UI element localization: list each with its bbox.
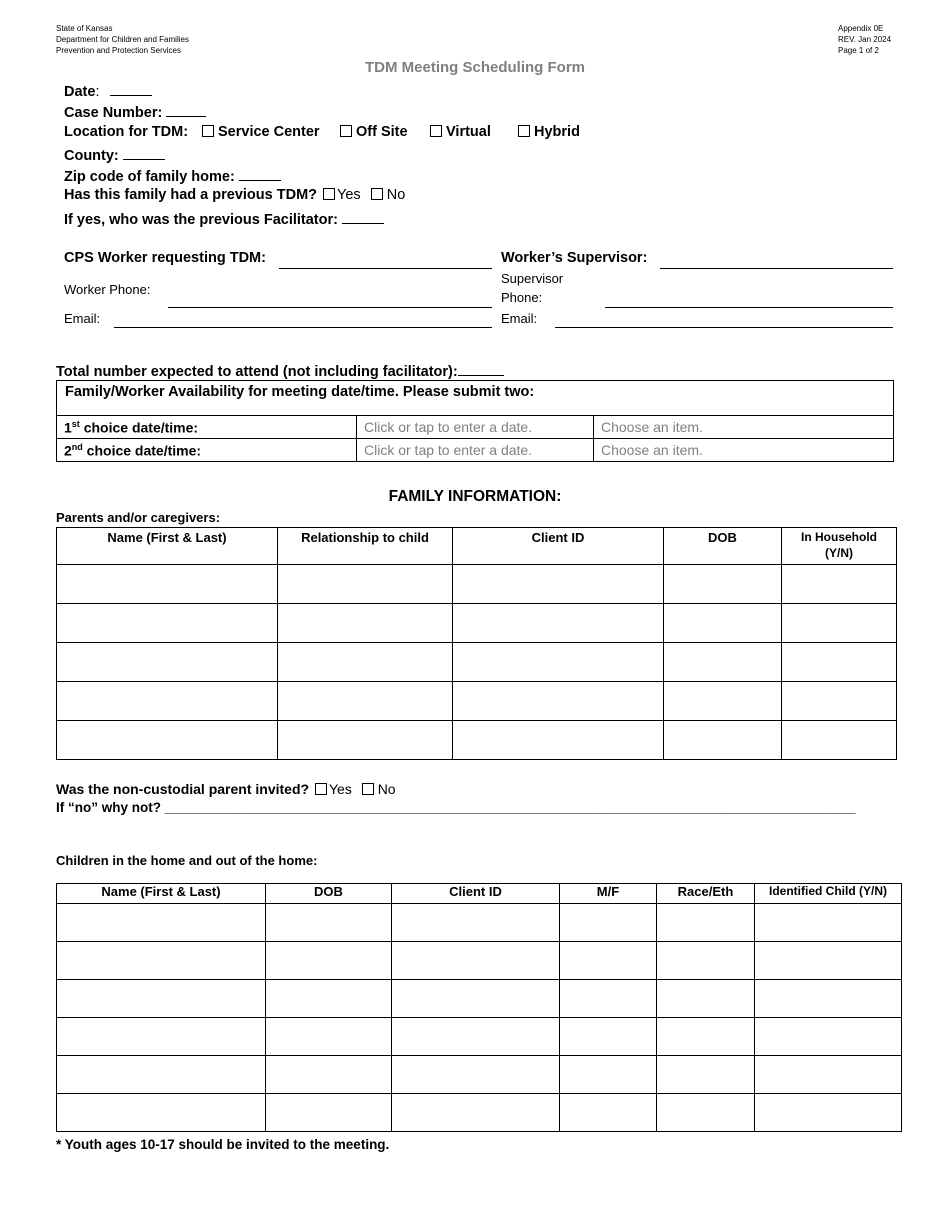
table-cell[interactable]: [664, 604, 782, 643]
table-cell[interactable]: [57, 1056, 266, 1094]
total-attend-field: [56, 361, 504, 380]
table-cell[interactable]: [57, 980, 266, 1018]
children-col-race: Race/Eth: [657, 884, 755, 904]
table-cell[interactable]: [392, 980, 560, 1018]
availability-row: [57, 416, 894, 439]
table-cell[interactable]: [57, 604, 278, 643]
non-custodial-label: Was the non-custodial parent invited?: [56, 781, 310, 797]
second-choice-date-picker[interactable]: Click or tap to enter a date.: [357, 439, 594, 462]
table-cell[interactable]: [453, 565, 664, 604]
table-cell[interactable]: [453, 643, 664, 682]
table-row: [57, 721, 897, 760]
table-cell[interactable]: [560, 1018, 657, 1056]
table-cell[interactable]: [657, 1018, 755, 1056]
non-custodial-field: [56, 781, 396, 797]
table-cell[interactable]: [266, 904, 392, 942]
location-label: Location for TDM:: [64, 124, 189, 140]
agency-header: [56, 23, 189, 56]
table-cell[interactable]: [278, 721, 453, 760]
table-cell[interactable]: [664, 643, 782, 682]
table-cell[interactable]: [664, 721, 782, 760]
children-header-row: [57, 884, 902, 904]
hybrid-label: Hybrid: [534, 124, 580, 140]
table-cell[interactable]: [266, 1018, 392, 1056]
agency-line-state: State of Kansas: [56, 24, 113, 33]
first-choice-suffix: st: [71, 418, 80, 429]
table-cell[interactable]: [657, 904, 755, 942]
table-cell[interactable]: [560, 1094, 657, 1132]
second-choice-text: choice date/time:: [82, 442, 202, 459]
table-cell[interactable]: [57, 643, 278, 682]
table-cell[interactable]: [755, 1018, 902, 1056]
table-cell[interactable]: [266, 1056, 392, 1094]
agency-line-division: Prevention and Protection Services: [56, 46, 181, 55]
table-cell[interactable]: [657, 980, 755, 1018]
table-cell[interactable]: [657, 1094, 755, 1132]
table-cell[interactable]: [57, 565, 278, 604]
parents-col-name: Name (First & Last): [57, 528, 278, 565]
appendix-label: Appendix 0E: [838, 24, 884, 33]
non-custodial-no-label: No: [377, 781, 396, 797]
table-cell[interactable]: [782, 721, 897, 760]
parents-col-client-id: Client ID: [453, 528, 664, 565]
table-cell[interactable]: [57, 721, 278, 760]
parents-col-dob: DOB: [664, 528, 782, 565]
case-number-input-line[interactable]: [166, 102, 206, 117]
worker-phone-label: Worker Phone:: [64, 282, 151, 297]
total-attend-input-line[interactable]: [458, 361, 504, 376]
table-cell[interactable]: [392, 1018, 560, 1056]
supervisor-phone-label-1: Supervisor: [501, 271, 564, 286]
table-cell[interactable]: [782, 565, 897, 604]
children-col-dob: DOB: [266, 884, 392, 904]
supervisor-phone-input-line[interactable]: [605, 307, 893, 308]
table-cell[interactable]: [755, 904, 902, 942]
virtual-checkbox[interactable]: [430, 125, 442, 137]
first-choice-ordinal: 1: [64, 419, 72, 436]
service-center-checkbox[interactable]: [202, 125, 214, 137]
non-custodial-no-checkbox[interactable]: [362, 783, 374, 795]
table-row: [57, 682, 897, 721]
previous-tdm-no-checkbox[interactable]: [371, 188, 383, 200]
youth-footnote: * Youth ages 10-17 should be invited to the meeting.: [56, 1137, 390, 1152]
worker-phone-input-line[interactable]: [168, 307, 492, 308]
first-choice-label: [57, 416, 357, 439]
second-choice-suffix: nd: [71, 441, 83, 452]
form-title: TDM Meeting Scheduling Form: [365, 59, 585, 76]
children-col-identified: Identified Child (Y/N): [755, 884, 902, 904]
table-cell[interactable]: [782, 643, 897, 682]
table-cell[interactable]: [657, 1056, 755, 1094]
virtual-label: Virtual: [446, 124, 491, 140]
table-cell[interactable]: [782, 604, 897, 643]
previous-tdm-label: Has this family had a previous TDM?: [64, 187, 317, 203]
table-cell[interactable]: [57, 904, 266, 942]
parents-col-household: In Household (Y/N): [782, 528, 897, 565]
table-cell[interactable]: [392, 1094, 560, 1132]
table-cell[interactable]: [755, 942, 902, 980]
table-cell[interactable]: [453, 721, 664, 760]
table-cell[interactable]: [57, 682, 278, 721]
county-field: [64, 145, 165, 164]
availability-header: Family/Worker Availability for meeting date/time. Please submit two:: [57, 381, 894, 416]
location-option-off-site[interactable]: [340, 124, 408, 140]
table-cell[interactable]: [57, 1018, 266, 1056]
previous-tdm-no-label: No: [386, 187, 406, 203]
hybrid-checkbox[interactable]: [518, 125, 530, 137]
zip-input-line[interactable]: [239, 166, 281, 181]
location-option-hybrid[interactable]: [518, 124, 580, 140]
first-choice-item-dropdown[interactable]: Choose an item.: [594, 416, 894, 439]
table-cell[interactable]: [266, 1094, 392, 1132]
date-colon: :: [95, 84, 100, 100]
total-attend-label: Total number expected to attend (not including facilitator):: [56, 364, 458, 380]
location-field: [64, 124, 188, 140]
table-cell[interactable]: [755, 980, 902, 1018]
county-input-line[interactable]: [123, 145, 165, 160]
form-revision-header: [838, 23, 891, 56]
availability-table: [56, 380, 894, 462]
table-cell[interactable]: [266, 942, 392, 980]
children-col-name: Name (First & Last): [57, 884, 266, 904]
previous-facilitator-label: If yes, who was the previous Facilitator:: [64, 212, 338, 228]
first-choice-text: choice date/time:: [79, 419, 199, 436]
second-choice-label: [57, 439, 357, 462]
table-row: [57, 604, 897, 643]
page-number: Page 1 of 2: [838, 46, 879, 55]
table-cell[interactable]: [664, 565, 782, 604]
worker-email-input-line[interactable]: [114, 327, 492, 328]
table-row: [57, 643, 897, 682]
previous-tdm-yes-label: Yes: [337, 187, 361, 203]
previous-tdm-yes-checkbox[interactable]: [323, 188, 335, 200]
children-label: Children in the home and out of the home:: [56, 853, 318, 868]
supervisor-phone-label-2: Phone:: [501, 290, 543, 305]
table-cell[interactable]: [278, 682, 453, 721]
non-custodial-yes-label: Yes: [328, 781, 352, 797]
table-cell[interactable]: [392, 904, 560, 942]
previous-facilitator-input-line[interactable]: [342, 209, 384, 224]
availability-row: [57, 439, 894, 462]
off-site-label: Off Site: [356, 124, 408, 140]
table-cell[interactable]: [664, 682, 782, 721]
worker-email-label: Email:: [64, 311, 101, 326]
table-cell[interactable]: [560, 1056, 657, 1094]
county-label: County:: [64, 148, 119, 164]
location-option-service-center[interactable]: [202, 124, 320, 140]
table-row: [57, 904, 902, 942]
second-choice-item-dropdown[interactable]: Choose an item.: [594, 439, 894, 462]
table-cell[interactable]: [266, 980, 392, 1018]
non-custodial-yes-checkbox[interactable]: [315, 783, 327, 795]
supervisor-email-label: Email:: [501, 311, 538, 326]
table-cell[interactable]: [57, 942, 266, 980]
table-row: [57, 942, 902, 980]
availability-header-row: [57, 381, 894, 416]
table-cell[interactable]: [657, 942, 755, 980]
agency-line-department: Department for Children and Families: [56, 35, 189, 44]
table-cell[interactable]: [57, 1094, 266, 1132]
parents-col-relationship: Relationship to child: [278, 528, 453, 565]
table-cell[interactable]: [755, 1094, 902, 1132]
parents-header-row: [57, 528, 897, 565]
table-cell[interactable]: [278, 643, 453, 682]
table-cell[interactable]: [782, 682, 897, 721]
off-site-checkbox[interactable]: [340, 125, 352, 137]
why-not-field[interactable]: If “no” why not? ____________________________________________________________________________________________: [56, 800, 856, 815]
table-cell[interactable]: [560, 904, 657, 942]
children-table: [56, 883, 902, 1132]
second-choice-ordinal: 2: [64, 442, 72, 459]
table-row: [57, 1094, 902, 1132]
table-cell[interactable]: [453, 604, 664, 643]
supervisor-label: Worker’s Supervisor:: [501, 250, 648, 266]
children-col-gender: M/F: [560, 884, 657, 904]
table-cell[interactable]: [278, 604, 453, 643]
parents-label: Parents and/or caregivers:: [56, 510, 221, 525]
cps-worker-input-line[interactable]: [279, 268, 492, 269]
table-row: [57, 1056, 902, 1094]
date-input-line[interactable]: [110, 81, 152, 96]
table-cell[interactable]: [392, 942, 560, 980]
supervisor-input-line[interactable]: [660, 268, 893, 269]
table-cell[interactable]: [392, 1056, 560, 1094]
service-center-label: Service Center: [218, 124, 320, 140]
case-number-label: Case Number:: [64, 105, 163, 121]
date-label: Date: [64, 84, 96, 100]
table-row: [57, 980, 902, 1018]
children-col-client-id: Client ID: [392, 884, 560, 904]
previous-tdm-field: [64, 187, 405, 203]
table-cell[interactable]: [453, 682, 664, 721]
supervisor-email-input-line[interactable]: [555, 327, 893, 328]
table-cell[interactable]: [755, 1056, 902, 1094]
case-number-field: [64, 102, 206, 121]
cps-worker-label: CPS Worker requesting TDM:: [64, 250, 266, 266]
date-field: [64, 81, 152, 100]
table-row: [57, 565, 897, 604]
table-row: [57, 1018, 902, 1056]
table-cell[interactable]: [560, 980, 657, 1018]
revision-label: REV. Jan 2024: [838, 35, 892, 44]
zip-label: Zip code of family home:: [64, 169, 235, 185]
first-choice-date-picker[interactable]: Click or tap to enter a date.: [357, 416, 594, 439]
previous-facilitator-field: [64, 209, 384, 228]
table-cell[interactable]: [278, 565, 453, 604]
parents-table: [56, 527, 897, 760]
zip-field: [64, 166, 281, 185]
location-option-virtual[interactable]: [430, 124, 491, 140]
table-cell[interactable]: [560, 942, 657, 980]
family-info-heading: FAMILY INFORMATION:: [388, 488, 562, 505]
